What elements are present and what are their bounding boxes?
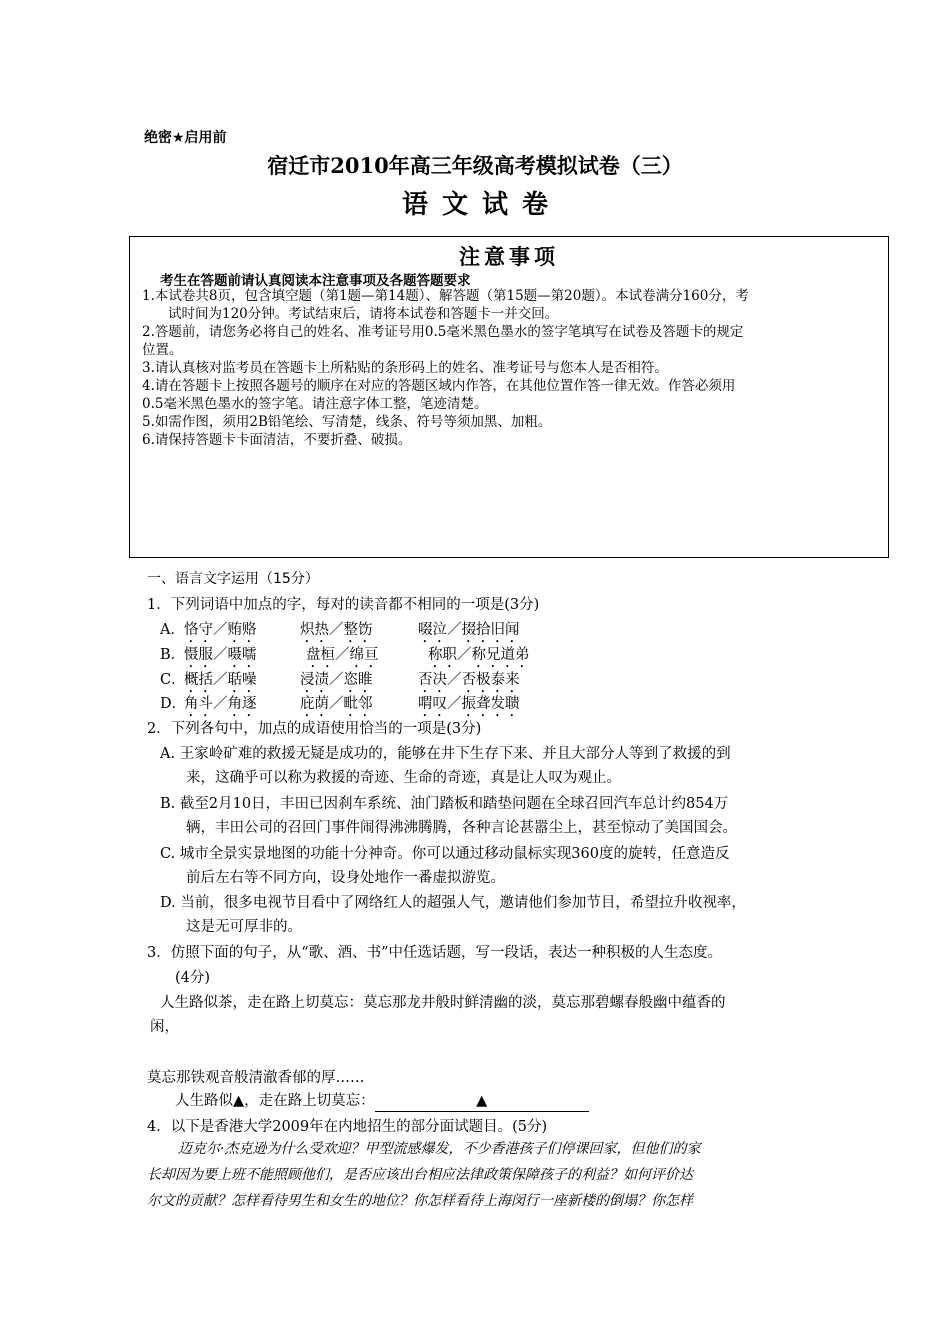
notice-item: 5.如需作图，须用2B铅笔绘、写清楚，线条、符号等须加黑、加粗。: [142, 414, 552, 430]
question-2-option-c-line: 前后左右等不同方向，设身处地作一番虚拟游览。: [186, 870, 505, 886]
option-group: 角斗／角逐: [184, 696, 257, 712]
question-3-stem: 3．仿照下面的句子，从“歌、酒、书”中任选话题，写一段话，表达一种积极的人生态度。: [147, 945, 723, 961]
question-1-stem: 1．下列词语中加点的字，每对的读音都不相同的一项是(3分): [147, 597, 540, 613]
exam-subtitle: 语文试卷: [401, 190, 562, 220]
option-group: 恪守／贿赂: [184, 622, 257, 638]
blank-marker: ▲: [476, 1093, 488, 1109]
notice-subtitle: 考生在答题前请认真阅读本注意事项及各题答题要求: [160, 273, 471, 289]
question-3-example: 莫忘那铁观音般清澈香郁的厚……: [147, 1070, 365, 1086]
option-letter: A．: [160, 622, 185, 638]
question-1-option-a: [160, 618, 520, 646]
question-4-text-line: 长却因为要上班不能照顾他们，是否应该出台相应法律政策保障孩子的利益？如何评价达: [147, 1167, 693, 1183]
notice-list: [142, 287, 884, 449]
question-2-option-c-line: C. 城市全景实景地图的功能十分神奇。你可以通过移动鼠标实现360度的旋转，任意造反: [160, 846, 730, 862]
question-2-option-a-line: A. 王家岭矿难的救援无疑是成功的，能够在井下生存下来、并且大部分人等到了救援的到: [160, 746, 731, 762]
question-3-example: 闲，: [150, 1019, 179, 1035]
notice-item: 1.本试卷共8页，包含填空题（第1题—第14题）、解答题（第15题—第20题）。本试卷满分160分，考: [142, 288, 749, 304]
notice-item: 6.请保持答题卡卡面清洁，不要折叠、破损。: [142, 432, 412, 448]
answer-blank[interactable]: [375, 1093, 589, 1112]
question-2-option-a-line: 来，这确乎可以称为救援的奇迹、生命的奇迹，真是让人叹为观止。: [186, 770, 621, 786]
notice-item: 0.5毫米黑色墨水的签字笔。请注意字体工整，笔迹清楚。: [142, 396, 488, 412]
option-group: 否决／否极泰来: [418, 672, 520, 688]
confidential-label: 绝密★启用前: [144, 130, 227, 146]
question-3-example: 人生路似茶，走在路上切莫忘：莫忘那龙井般时鲜清幽的淡，莫忘那碧螺春般幽中蕴香的: [160, 995, 726, 1011]
option-group: 喟叹／振聋发聩: [418, 696, 520, 712]
question-2-option-d-line: D. 当前，很多电视节目看中了网络红人的超强人气，邀请他们参加节目，希望拉升收视率，: [160, 895, 746, 911]
option-group: 炽热／整饬: [300, 622, 373, 638]
section-heading: 一、语言文字运用（15分）: [147, 571, 319, 587]
question-4-stem: 4．以下是香港大学2009年在内地招生的部分面试题目。(5分): [147, 1119, 548, 1135]
option-letter: D．: [160, 696, 187, 712]
option-group: 啜泣／掇拾旧闻: [418, 622, 520, 638]
question-4-text-line: 尔文的贡献？怎样看待男生和女生的地位？你怎样看待上海闵行一座新楼的倒塌？你怎样: [147, 1193, 693, 1209]
question-1-option-b: [160, 643, 530, 671]
question-1-option-d: [160, 692, 520, 720]
question-2-option-b-line: B. 截至2月10日，丰田已因刹车系统、油门踏板和踏垫问题在全球召回汽车总计约854万: [160, 796, 729, 812]
exam-title: 宿迁市2010年高三年级高考模拟试卷（三）: [267, 153, 683, 178]
question-2-stem: 2．下列各句中，加点的成语使用恰当的一项是(3分): [147, 721, 482, 737]
question-3-answer-line: [175, 1089, 589, 1112]
notice-item: 3.请认真核对监考员在答题卡上所粘贴的条形码上的姓名、准考证号与您本人是否相符。: [142, 360, 668, 376]
option-group: 盘桓／绵亘: [306, 647, 379, 663]
option-letter: B．: [160, 647, 186, 663]
answer-prefix: 人生路似▲，走在路上切莫忘：: [175, 1093, 375, 1109]
notice-title: 注意事项: [459, 245, 559, 269]
notice-item: 2.答题前，请您务必将自己的姓名、准考证号用0.5毫米黑色墨水的签字笔填写在试卷及答题卡的规定: [142, 324, 744, 340]
option-group: 庇荫／毗邻: [300, 696, 373, 712]
option-group: 概括／聒噪: [184, 672, 257, 688]
option-letter: C．: [160, 672, 186, 688]
option-group: 慑服／嗫嚅: [184, 647, 257, 663]
question-2-option-d-line: 这是无可厚非的。: [186, 919, 302, 935]
notice-item: 4.请在答题卡上按照各题号的顺序在对应的答题区域内作答，在其他位置作答一律无效。作答必须用: [142, 378, 736, 394]
notice-item: 位置。: [142, 342, 183, 358]
question-4-text-line: 迈克尔·杰克逊为什么受欢迎？甲型流感爆发，不少香港孩子们停课回家，但他们的家: [178, 1141, 701, 1157]
option-group: 浸渍／恣睢: [300, 672, 373, 688]
notice-item: 试时间为120分钟。考试结束后，请将本试卷和答题卡一并交回。: [168, 306, 559, 322]
option-group: 称职／称兄道弟: [428, 647, 530, 663]
question-2-option-b-line: 辆，丰田公司的召回门事件闹得沸沸腾腾，各种言论甚嚣尘上，甚至惊动了美国国会。: [186, 820, 737, 836]
notice-box: [129, 236, 889, 558]
question-3-points: (4分): [175, 970, 211, 986]
